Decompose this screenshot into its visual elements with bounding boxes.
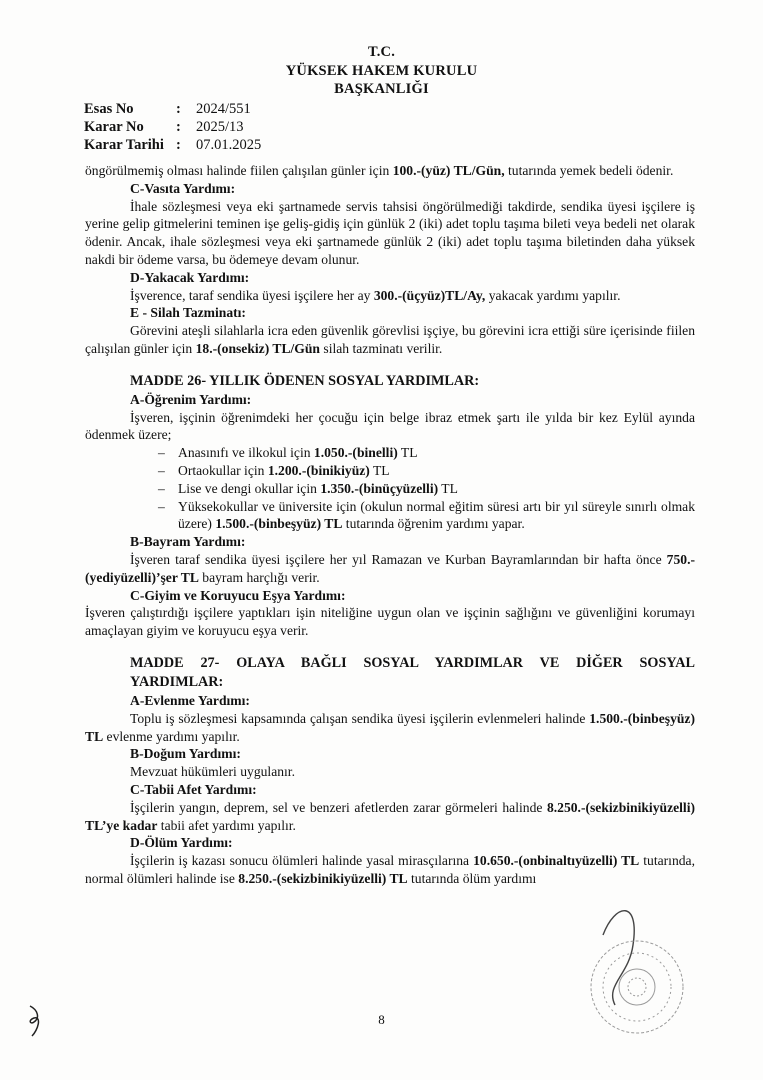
header-tc: T.C. — [367, 44, 396, 60]
ogrenim-list — [85, 444, 695, 533]
list-item: – Lise ve dengi okullar için 1.350.-(binüçyüzelli) TL — [158, 480, 458, 496]
karar-tarihi-value: 07.01.2025 — [196, 137, 262, 153]
meta-colon: : — [176, 119, 181, 135]
bayram-heading: B-Bayram Yardımı: — [130, 534, 246, 550]
ogrenim-paragraph: İşveren, işçinin öğrenimdeki her çocuğu için belge ibraz etmek şartı ile yılda bir kez Eylül ayında ödenmek üzere; — [85, 409, 695, 443]
evlenme-paragraph: Toplu iş sözleşmesi kapsamında çalışan sendika üyesi işçilerin evlenmeleri halinde 1.500.-(binbeşyüz) TL evlenme yardımı yapılır. — [85, 710, 695, 744]
madde-26-title: MADDE 26- YILLIK ÖDENEN SOSYAL YARDIMLAR: — [130, 372, 480, 389]
giyim-heading: C-Giyim ve Koruyucu Eşya Yardımı: — [130, 587, 346, 603]
list-item: – Anasınıfı ve ilkokul için 1.050.-(binelli) TL — [158, 445, 418, 461]
olum-paragraph: İşçilerin iş kazası sonucu ölümleri halinde yasal mirasçılarına 10.650.-(onbinaltıyüzelli) TL tutarında, normal ölümleri halinde ise 8.250.-(sekizbinikiyüzelli) TL tutarında ölüm yardımı — [85, 853, 695, 886]
ogrenim-heading: A-Öğrenim Yardımı: — [130, 391, 252, 407]
header-office: BAŞKANLIĞI — [334, 81, 429, 97]
bayram-paragraph: İşveren taraf sendika üyesi işçilere her yıl Ramazan ve Kurban Bayramlarından bir hafta önce 750.-(yediyüzelli)’şer TL bayram harçlığı verir. — [85, 551, 695, 585]
document-body — [85, 162, 695, 888]
karar-no-value: 2025/13 — [196, 119, 244, 135]
evlenme-heading: A-Evlenme Yardımı: — [130, 692, 250, 708]
page-number: 8 — [378, 1012, 385, 1027]
silah-heading: E - Silah Tazminatı: — [130, 305, 246, 321]
dogum-paragraph: Mevzuat hükümleri uygulanır. — [130, 764, 295, 780]
intro-paragraph: öngörülmemiş olması halinde fiilen çalışılan günler için 100.-(yüz) TL/Gün, tutarında yemek bedeli ödenir. — [85, 163, 674, 178]
vasita-paragraph: İhale sözleşmesi veya eki şartnamede servis tahsisi öngörülmediği takdirde, sendika üyesi işçilere iş yerine gelip gitmelerini teminen işe geliş-gidiş için günlük 2 (iki) adet toplu taşıma bileti veya bedeli net olarak ödenir. Ancak, ihale sözleşmesi veya eki şartnamede günlük 2 (iki) adet toplu taşıma biletinden daha yüksek nakdi bir ödeme varsa, bu ödemeye devam olunur. — [85, 198, 695, 267]
giyim-paragraph: İşveren çalıştırdığı işçilere yaptıkları işin niteliğine uygun olan ve işçinin sağlığını ve güvenliğini korumayı amaçlayan giyim ve koruyucu eşya verir. — [85, 605, 695, 639]
afet-heading: C-Tabii Afet Yardımı: — [130, 781, 257, 797]
afet-paragraph: İşçilerin yangın, deprem, sel ve benzeri afetlerden zarar görmeleri halinde 8.250.-(sekizbinikiyüzelli) TL’ye kadar tabii afet yardımı yapılır. — [85, 799, 695, 833]
list-item: – Ortaokullar için 1.200.-(binikiyüz) TL — [158, 462, 390, 478]
official-seal-icon — [585, 905, 705, 1075]
silah-paragraph: Görevini ateşli silahlarla icra eden güvenlik görevlisi işçiye, bu görevini icra ettiği süre içerisinde fiilen çalışılan günler için 18.-(onsekiz) TL/Gün silah tazminatı verilir. — [85, 323, 695, 356]
madde-27-title-cont: YARDIMLAR: — [130, 673, 224, 690]
karar-no-label: Karar No — [84, 119, 144, 135]
header-institution: YÜKSEK HAKEM KURULU — [285, 63, 478, 79]
vasita-heading: C-Vasıta Yardımı: — [130, 180, 236, 196]
karar-tarihi-label: Karar Tarihi — [84, 137, 164, 153]
olum-heading: D-Ölüm Yardımı: — [130, 835, 233, 851]
dogum-heading: B-Doğum Yardımı: — [130, 746, 241, 762]
list-item: – Yüksekokullar ve üniversite için (okulun normal eğitim süresi artı bir yıl süreyle sınırlı olmak üzere) 1.500.-(binbeşyüz) TL tutarında öğrenim yardımı yapar. — [158, 498, 695, 532]
meta-colon: : — [176, 101, 181, 117]
madde-27-title: MADDE 27- OLAYA BAĞLI SOSYAL YARDIMLAR VE DİĞER SOSYAL — [130, 654, 695, 671]
esas-no-label: Esas No — [84, 101, 134, 117]
yakacak-paragraph: İşverence, taraf sendika üyesi işçilere her ay 300.-(üçyüz)TL/Ay, yakacak yardımı yapılır. — [130, 287, 621, 303]
yakacak-heading: D-Yakacak Yardımı: — [130, 269, 250, 285]
esas-no-value: 2024/551 — [196, 101, 251, 117]
meta-colon: : — [176, 137, 181, 153]
